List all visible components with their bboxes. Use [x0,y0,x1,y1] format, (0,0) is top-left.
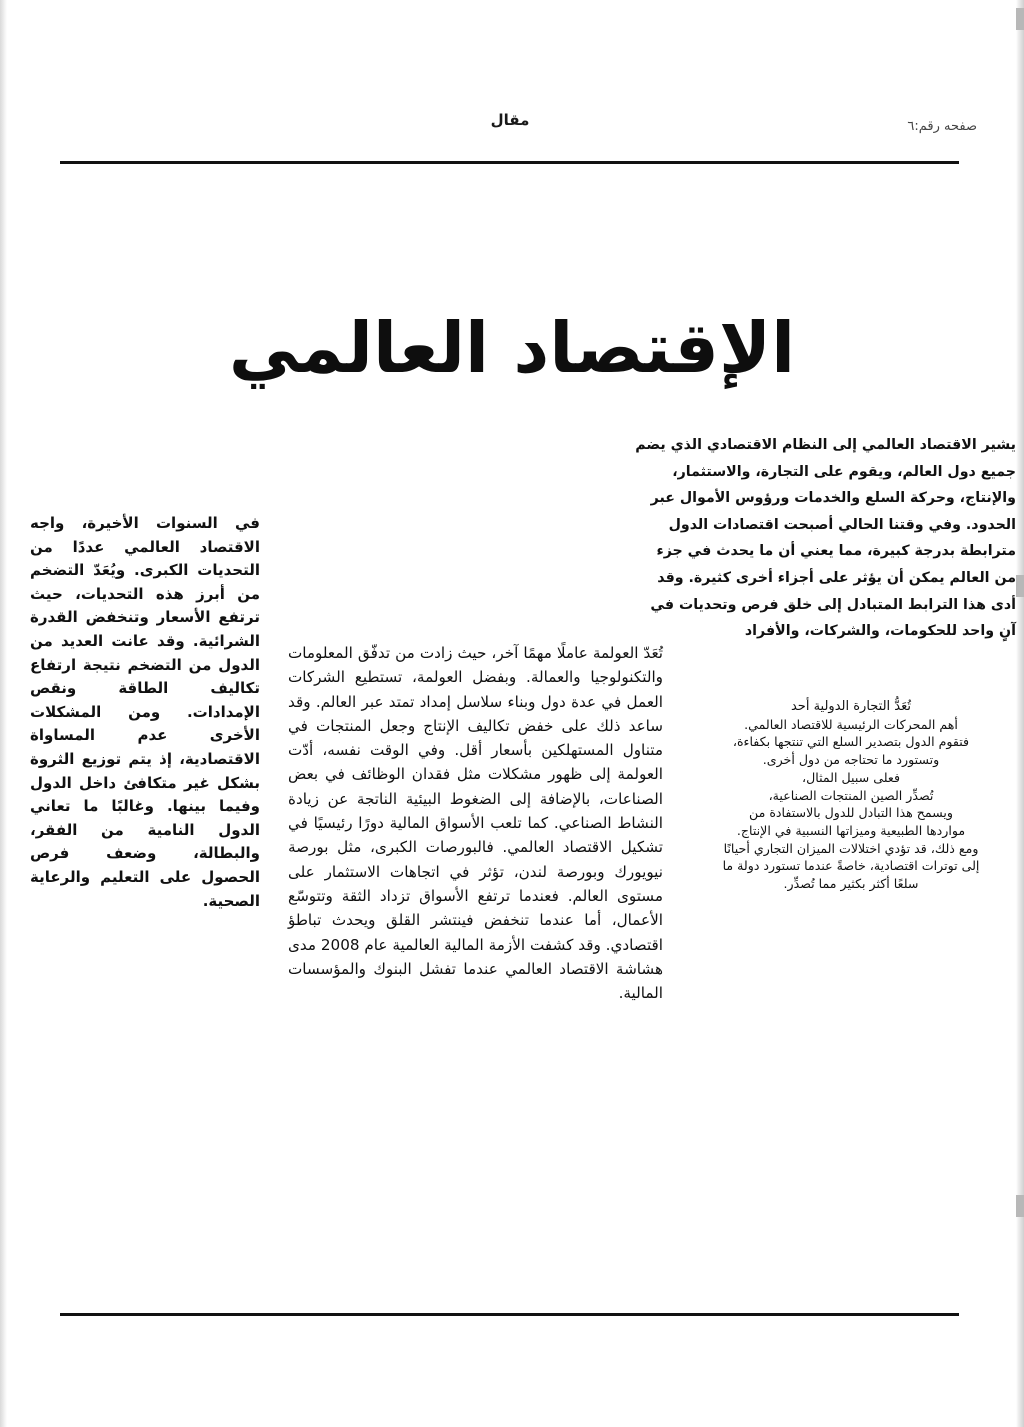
footer-divider [60,1313,959,1316]
trade-line: ويسمح هذا التبادل للدول بالاستفادة من [748,805,953,821]
challenges-column: في السنوات الأخيرة، واجه الاقتصاد العالمي عددًا من التحديات الكبرى. ويُعَدّ التضخم من أبرز هذه التحديات، حيث ترتفع الأسعار وتنخفض القدرة الشرائية. وقد عانت العديد من الدول من التضخم نتيجة ارتفاع تكاليف الطاقة ونقص الإمدادات. ومن المشكلات الأخرى عدم المساواة الاقتصادية، إذ يتم توزيع الثروة بشكل غير متكافئ داخل الدول وفيما بينها. وغالبًا ما تعاني الدول النامية من الفقر، والبطالة، وضعف فرص الحصول على التعليم والرعاية الصحية. [30,514,260,910]
trade-line: فعلى سبيل المثال، [802,769,900,785]
page-edge-mark [1016,575,1024,597]
page-number: صفحه رقم:٦ [907,119,977,134]
intro-column: يشير الاقتصاد العالمي إلى النظام الاقتصادي الذي يضم جميع دول العالم، ويقوم على التجارة، والاستثمار، والإنتاج، وحركة السلع والخدمات ورؤوس الأموال عبر الحدود. وفي وقتنا الحالي أصبحت اقتصادات الدول مترابطة بدرجة كبيرة، مما يعني أن ما يحدث في جزء من العالم يمكن أن يؤثر على أجزاء أخرى كثيرة. وقد أدى هذا الترابط المتبادل إلى خلق فرص وتحديات في آنٍ واحد للحكومات، والشركات، والأفراد [635,437,1016,640]
page-shadow-right [1016,0,1024,1427]
trade-line: تُعَدُّ التجارة الدولية أحد [790,699,912,714]
trade-line: مواردها الطبيعية وميزاتها النسبية في الإنتاج. [736,822,966,838]
section-label: مقال [490,111,530,129]
trade-line: فتقوم الدول بتصدير السلع التي تنتجها بكفاءة، [732,734,970,750]
globalization-column: تُعَدّ العولمة عاملًا مهمًا آخر، حيث زادت من تدفّق المعلومات والتكنولوجيا والعمالة. وبفضل العولمة، تستطيع الشركات العمل في عدة دول وبناء سلاسل إمداد تمتد عبر العالم. وقد ساعد ذلك على خفض تكاليف الإنتاج وجعل المنتجات في متناول المستهلكين بأسعار أقل. وفي الوقت نفسه، أدّت العولمة إلى ظهور مشكلات مثل فقدان الوظائف في بعض الصناعات، بالإضافة إلى الضغوط البيئية الناتجة عن زيادة النشاط الصناعي. كما تلعب الأسواق المالية دورًا رئيسيًا في تشكيل الاقتصاد العالمي. فالبورصات الكبرى، مثل بورصة نيويورك وبورصة لندن، تؤثر في اتجاهات الاستثمار على مستوى العالم. فعندما ترتفع الأسواق تزداد الثقة وتتوسّع الأعمال، أما عندما تنخفض فينتشر القلق ويحدث تباطؤ اقتصادي. وقد كشفت الأزمة المالية العالمية عام 2008 مدى هشاشة الاقتصاد العالمي عندما تفشل البنوك والمؤسسات المالية. [288,644,664,1003]
page-edge-mark [1016,8,1024,30]
trade-line: ومع ذلك، قد تؤدي اختلالات الميزان التجاري أحيانًا [723,840,979,856]
trade-line: سلعًا أكثر بكثير مما تُصدِّر. [783,876,919,892]
trade-column [690,698,1012,948]
header-divider [60,161,959,164]
trade-line: أهم المحركات الرئيسية للاقتصاد العالمي. [744,716,958,732]
article-title: الإقتصاد العالمي [228,307,796,389]
page-shadow-left [0,0,7,1427]
trade-line: إلى توترات اقتصادية، خاصةً عندما تستورد دولة ما [722,858,980,874]
trade-line: تُصدِّر الصين المنتجات الصناعية، [768,787,934,803]
trade-line: وتستورد ما تحتاجه من دول أخرى. [762,752,940,768]
page-edge-mark [1016,1195,1024,1217]
